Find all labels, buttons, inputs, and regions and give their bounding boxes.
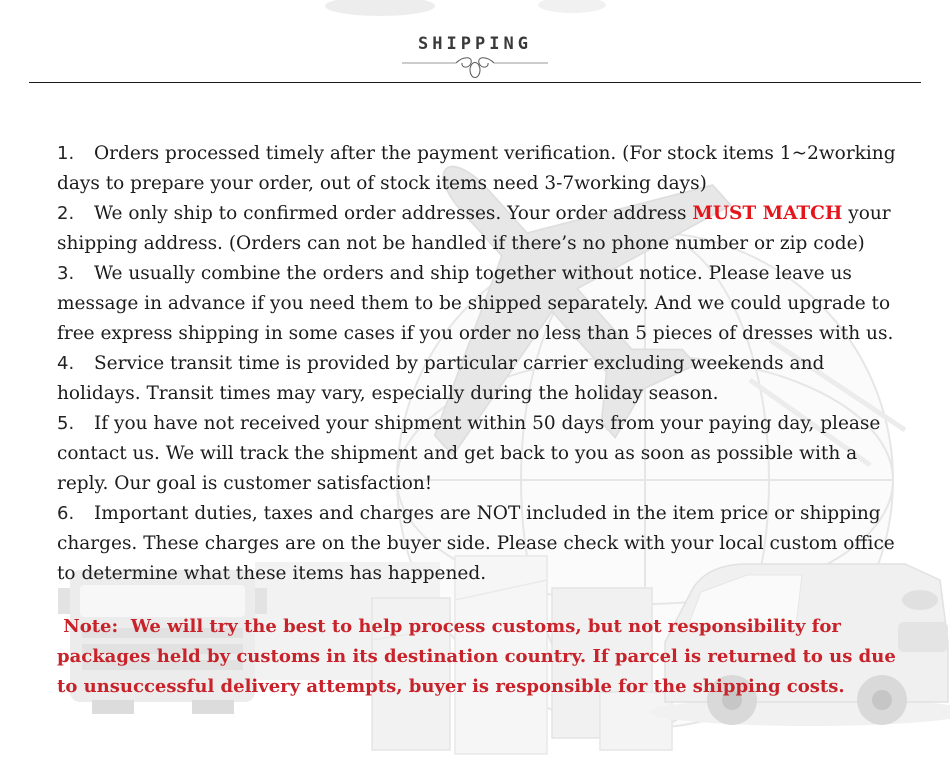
policy-text: If you have not received your shipment within 50 days from your paying day, please contact us. We will track the shipment and get back to you as soon as possible with a reply. Our goal is customer satisfaction!	[57, 413, 881, 494]
policy-number: 3.	[57, 263, 75, 284]
policy-number: 4.	[57, 353, 75, 374]
policy-list	[0, 83, 950, 589]
policy-number: 5.	[57, 413, 75, 434]
policy-number: 6.	[57, 503, 75, 524]
policy-item	[57, 409, 904, 499]
policy-item	[57, 499, 904, 589]
policy-text: Orders processed timely after the payment verification. (For stock items 1~2working days to prepare your order, out of stock items need 3-7working days)	[57, 143, 896, 194]
policy-number: 1.	[57, 143, 75, 164]
policy-item	[57, 349, 904, 409]
note-label: Note:	[57, 616, 125, 637]
section-header	[0, 34, 950, 83]
shipping-content	[0, 34, 950, 702]
top-smudge-decor	[325, 0, 606, 16]
policy-item	[57, 199, 904, 259]
must-match-highlight: MUST MATCH	[692, 203, 843, 224]
policy-text: We usually combine the orders and ship together without notice. Please leave us message in advance if you need them to be shipped separately. And we could upgrade to free express shipping in some cases if you order no less than 5 pieces of dresses with us.	[57, 263, 894, 344]
policy-text: Service transit time is provided by particular carrier excluding weekends and holidays. Transit times may vary, especially during the holiday season.	[57, 353, 825, 404]
section-title: SHIPPING	[418, 34, 532, 54]
flourish-ornament-icon	[400, 55, 550, 79]
policy-text: Important duties, taxes and charges are NOT included in the item price or shipping charges. These charges are on the buyer side. Please check with your local custom office to determine what these items has happened.	[57, 503, 895, 584]
policy-number: 2.	[57, 203, 75, 224]
policy-item	[57, 259, 904, 349]
policy-text: We only ship to confirmed order addresses. Your order address	[94, 203, 693, 224]
note-text: We will try the best to help process customs, but not responsibility for packages held by customs in its destination country. If parcel is returned to us due to unsuccessful delivery attempts, buyer is responsible for the shipping costs.	[57, 616, 903, 697]
customs-note	[0, 589, 950, 702]
policy-text: your shipping address. (Orders can not be handled if there’s no phone number or zip code)	[57, 203, 891, 254]
policy-item	[57, 139, 904, 199]
